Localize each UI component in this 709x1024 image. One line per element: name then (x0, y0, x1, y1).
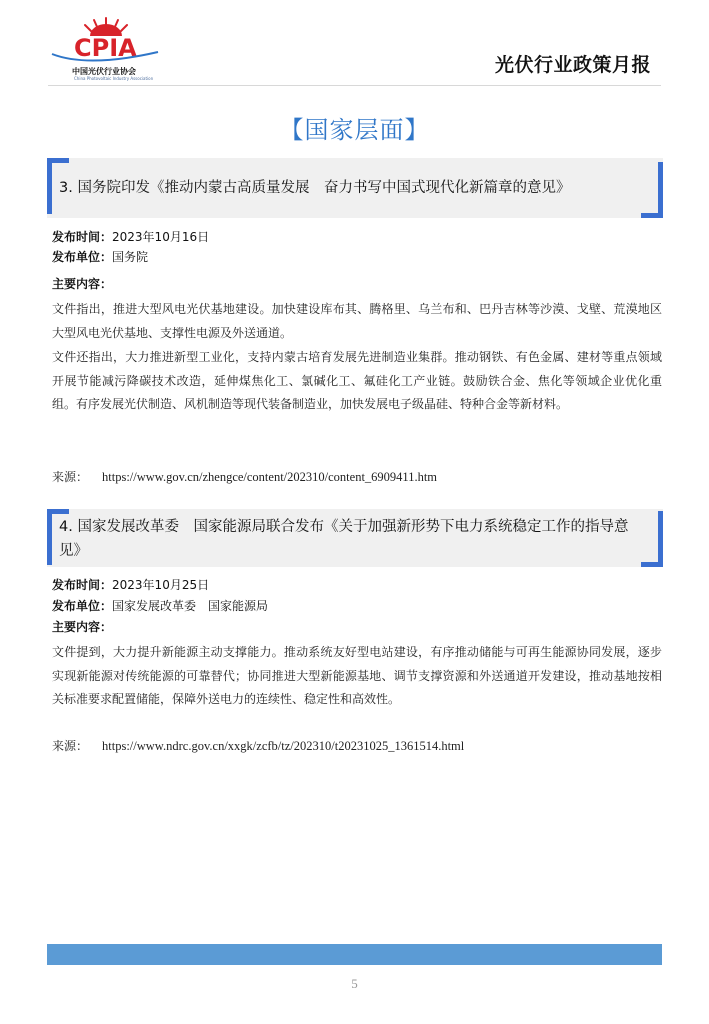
report-title: 光伏行业政策月报 (494, 54, 651, 76)
logo-letters: CPIA (74, 34, 137, 62)
publish-unit: 发布单位：国家发展改革委 国家能源局 (52, 599, 269, 613)
item-title: 3. 国务院印发《推动内蒙古高质量发展 奋力书写中国式现代化新篇章的意见》 (59, 180, 571, 196)
publish-unit: 发布单位：国务院 (52, 250, 149, 264)
section-title: 【国家层面】 (279, 116, 430, 144)
footer-bar (47, 944, 662, 965)
content-paragraph: 文件提到，大力提升新能源主动支撑能力。推动系统友好型电站建设，有序推动储能与可再生能源协同发展，逐步实现新能源对传统能源的可靠替代；协同推进大型新能源基地、调节支撑资源和外送通道开发建设，推动基地按相关标准要求配置储能，保障外送电力的连续性、稳定性和高效性。 (52, 645, 662, 706)
publish-date: 发布时间：2023年10月25日 (52, 578, 210, 592)
publish-date: 发布时间：2023年10月16日 (52, 230, 210, 244)
cpia-logo (48, 14, 166, 82)
content-label: 主要内容： (52, 277, 113, 291)
item-header-3 (47, 158, 663, 218)
content-paragraph: 文件还指出，大力推进新型工业化，支持内蒙古培育发展先进制造业集群。推动钢铁、有色金属、建材等重点领域开展节能减污降碳技术改造，延伸煤焦化工、氯碱化工、氟硅化工产业链。鼓励铁合金、焦化等领域企业优化重组。有序发展光伏制造、风机制造等现代装备制造业，加快发展电子级晶硅、特种合金等新材料。 (52, 350, 662, 411)
logo-en-text: China Photovoltaic Industry Association (74, 76, 154, 81)
header-divider (48, 85, 661, 86)
source-link[interactable]: https://www.gov.cn/zhengce/content/202310/content_6909411.htm (102, 470, 438, 484)
source-line: 来源： https://www.gov.cn/zhengce/content/202310/content_6909411.htm (52, 470, 438, 484)
content-label: 主要内容： (52, 620, 113, 634)
source-line: 来源： https://www.ndrc.gov.cn/xxgk/zcfb/tz/202310/t20231025_1361514.html (52, 739, 465, 753)
page-number: 5 (351, 976, 358, 991)
source-link[interactable]: https://www.ndrc.gov.cn/xxgk/zcfb/tz/202310/t20231025_1361514.html (102, 739, 465, 753)
logo-cn-text: 中国光伏行业协会 (72, 67, 136, 76)
logo-emblem (48, 14, 166, 66)
content-paragraph: 文件指出，推进大型风电光伏基地建设。加快建设库布其、腾格里、乌兰布和、巴丹吉林等沙漠、戈壁、荒漠地区大型风电光伏基地、支撑性电源及外送通道。 (52, 302, 662, 340)
item-header-4 (47, 509, 663, 567)
item-title: 4. 国家发展改革委 国家能源局联合发布《关于加强新形势下电力系统稳定工作的指导意见》 (59, 519, 629, 559)
